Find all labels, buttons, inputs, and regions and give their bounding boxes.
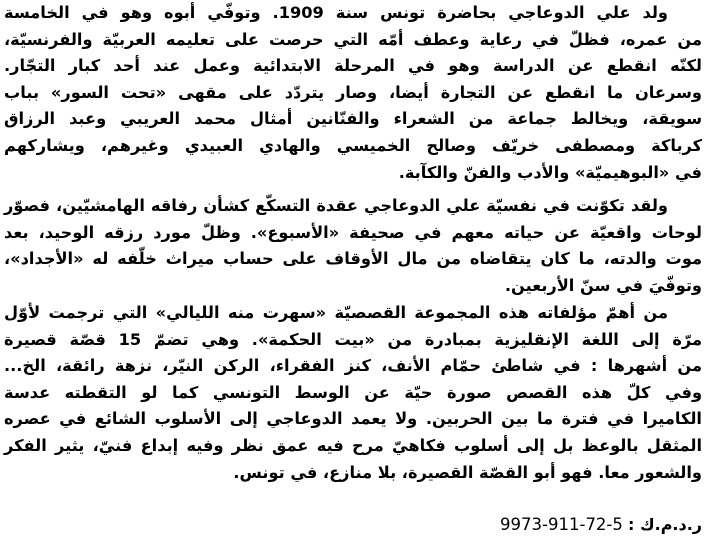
paragraph-biography: [0, 0, 708, 186]
text-line: موت والدته، ما كان يتقاضاه من مال الأوقاف على حساب ميراث خلّفه له «الأجداد»،: [4, 249, 702, 269]
text-line: وفي كلّ هذه القصص صورة حيّة عن الوسط التونسي كما لو التقطته عدسة: [4, 382, 702, 402]
text-line: وتوفّيَ في سنّ الأربعين.: [504, 275, 702, 295]
text-line: لكنّه انقطع عن الدراسة وهو في المرحلة الابتدائية وعمل عند أحد كبار التجّار.: [4, 56, 702, 76]
text-line: سويقة، ويخالط جماعة من الشعراء والفنّانين أمثال محمد العريبي وعبد الرزاق: [4, 109, 702, 129]
text-line: مرّة إلى اللغة الإنقليزية بمبادرة من «بيت الحكمة». وهي تضمّ 15 قصّة قصيرة: [4, 329, 702, 349]
isbn-label: ر.د.م.ك :: [627, 515, 702, 534]
text-line: وسرعان ما انقطع عن التجارة أيضا، وصار يتردّد على مقهى «تحت السور» بباب: [4, 82, 702, 102]
text-line: الكاميرا في فترة ما بين الحربين. ولا يعمد الدوعاجي إلى الأسلوب الشائع في عصره: [4, 409, 702, 429]
text-line: المثقل بالوعظ بل إلى أسلوب فكاهيّ مرح فيه عمق نظر وفيه إبداع فنيّ، يثير الفكر: [4, 435, 702, 455]
text-line: كرباكة ومصطفى خريّف وصالح الخميسي والهادي العبيدي وغيرهم، ويشاركهم: [4, 135, 702, 155]
text-line: والشعور معا. فهو أبو القصّة القصيرة، بلا منازع، في تونس.: [233, 462, 702, 482]
text-line: ولد علي الدوعاجي بحاضرة تونس سنة 1909. وتوفّي أبوه وهو في الخامسة: [4, 3, 668, 22]
text-line: من أشهرها : في شاطئ حمّام الأنف، كنز الفقراء، الركن النيّر، نزهة رائقة، الخ...: [4, 356, 702, 376]
text-line: لوحات واقعيّة عن حياته معهم في صحيفة «الأسبوع». وظلّ مورد رزقه الوحيد، بعد: [4, 222, 702, 242]
text-line: من أهمّ مؤلفاته هذه المجموعة القصصيّة «سهرت منه الليالي» التي ترجمت لأوّل: [4, 303, 668, 322]
text-line: في «البوهيميّة» والأدب والفنّ والكآبة.: [398, 162, 702, 182]
text-line: ولقد تكوّنت في نفسيّة علي الدوعاجي عقدة التسكّع كشأن رفاقه الهامشيّين، فصوّر: [4, 196, 668, 215]
isbn-line: [500, 512, 702, 538]
paragraph-life: [0, 193, 708, 299]
paragraph-works: [0, 300, 708, 486]
isbn-number: 9973-911-72-5: [500, 515, 623, 534]
text-line: من عمره، فظلّ في رعاية وعطف أمّه التي حرصت على تعليمه العربيّة والفرنسيّة،: [4, 29, 702, 49]
